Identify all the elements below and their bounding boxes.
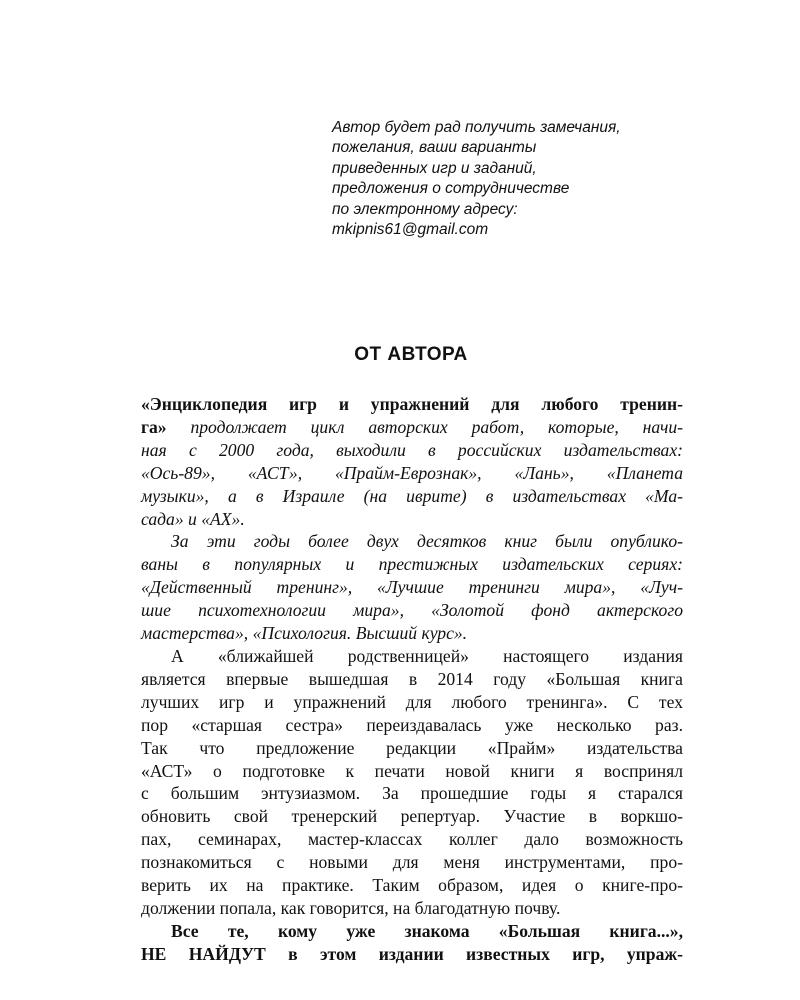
author-note-line: пожелания, ваши варианты — [332, 139, 537, 157]
paragraph-4-line: Все те, кому уже знакома «Большая книга...», — [171, 920, 683, 941]
paragraph-3-line: пор «старшая сестра» переиздавалась уже несколько раз. — [141, 714, 683, 735]
paragraph-3-line: А «ближайшей родственницей» настоящего издания — [171, 645, 683, 666]
paragraph-1-line: «Ось-89», «АСТ», «Прайм-Еврознак», «Лань», «Планета — [141, 462, 683, 483]
paragraph-3-line: Так что предложение редакции «Прайм» издательства — [141, 737, 683, 758]
paragraph-3-line: лучших игр и упражнений для любого тренинга». С тех — [141, 691, 683, 712]
paragraph-2-line: «Действенный тренинг», «Лучшие тренинги мира», «Луч- — [141, 577, 683, 598]
paragraph-3-line: «АСТ» о подготовке к печати новой книги я воспринял — [141, 760, 683, 781]
paragraph-1-text: продолжает цикл авторских работ, которые, начи- — [166, 416, 683, 437]
paragraph-1-line: сада» и «АХ». — [141, 508, 245, 529]
body-text — [141, 393, 683, 966]
paragraph-3-line: является впервые вышедшая в 2014 году «Большая книга — [141, 668, 683, 689]
paragraph-2-line: За эти годы более двух десятков книг были опублико- — [171, 531, 683, 552]
paragraph-3-line: с большим энтузиазмом. За прошедшие годы я старался — [141, 783, 683, 804]
paragraph-2-line: шие психотехнологии мира», «Золотой фонд актерского — [141, 600, 683, 621]
paragraph-4-line — [141, 943, 683, 966]
author-email: mkipnis61@gmail.com — [332, 221, 489, 239]
author-note — [332, 118, 732, 240]
paragraph-1-line: ная с 2000 года, выходили в российских издательствах: — [141, 439, 683, 460]
emphasis-not-find: НЕ НАЙДУТ — [141, 943, 266, 964]
paragraph-1-line: «Энциклопедия игр и упражнений для любого тренин- — [141, 394, 683, 414]
author-note-line: по электронному адресу: — [332, 200, 518, 218]
paragraph-1-line — [141, 416, 683, 439]
paragraph-4-text: в этом издании известных игр, упраж- — [265, 943, 683, 964]
paragraph-3-line: обновить свой тренерский репертуар. Участие в воркшо- — [141, 806, 683, 827]
author-note-line: Автор будет рад получить замечания, — [332, 119, 621, 136]
paragraph-1-line: музыки», а в Израиле (на иврите) в издательствах «Ма- — [141, 485, 683, 506]
section-heading: ОТ АВТОРА — [354, 344, 468, 365]
paragraph-2-line: мастерства», «Психология. Высший курс». — [141, 623, 468, 644]
author-note-line: приведенных игр и заданий, — [332, 159, 537, 177]
paragraph-3-line: познакомиться с новыми для меня инструментами, про- — [141, 852, 683, 873]
author-note-line: предложения о сотрудничестве — [332, 180, 570, 198]
paragraph-2-line: ваны в популярных и престижных издательских сериях: — [141, 554, 683, 575]
paragraph-3-line: верить их на практике. Таким образом, идея о книге-про- — [141, 875, 683, 896]
paragraph-3-line: должении попала, как говорится, на благодатную почву. — [141, 897, 561, 918]
paragraph-3-line: пах, семинарах, мастер-классах коллег дало возможность — [141, 829, 683, 850]
book-title-end: га» — [141, 416, 167, 437]
